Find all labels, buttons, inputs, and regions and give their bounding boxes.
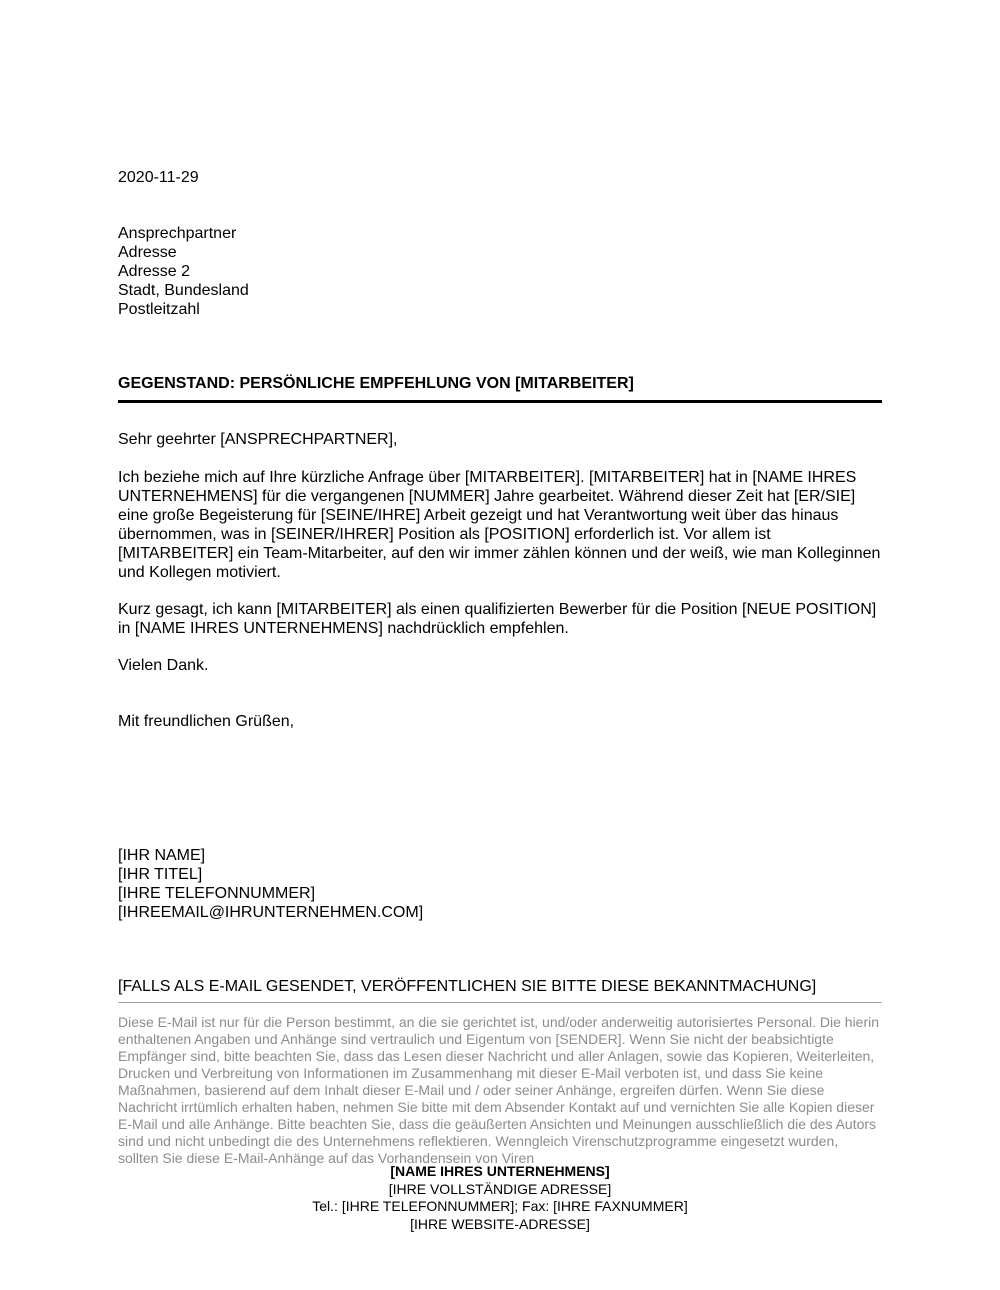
body-paragraph-1: Ich beziehe mich auf Ihre kürzliche Anfrage über [MITARBEITER]. [MITARBEITER] hat in [NAME IHRES UNTERNEHMENS] für die vergangenen [NUMMER] Jahre gearbeitet. Während dieser Zeit hat [ER/SIE] eine große Begeisterung für [SEINE/IHRE] Arbeit gezeigt und hat Verantwortung weit über das hinaus übernommen, was in [SEINER/IHRER] Position als [POSITION] erforderlich ist. Vor allem ist [MITARBEITER] ein Team-Mitarbeiter, auf den wir immer zählen können und der weiß, wie man Kolleginnen und Kollegen motiviert. (118, 469, 881, 581)
recipient-city-state: Stadt, Bundesland (118, 282, 249, 299)
email-disclaimer: Diese E-Mail ist nur für die Person bestimmt, an die sie gerichtet ist, und/oder anderweitig autorisiertes Personal. Die hierin enthaltenen Angaben und Anhänge sind vertraulich und Eigentum von [SENDER]. Wenn Sie nicht der beabsichtigte Empfänger sind, bitte beachten Sie, dass das Lesen dieser Nachricht und aller Anlagen, sowie das Kopieren, Weiterleiten, Drucken und Verbreitung von Informationen im Zusammenhang mit dieser E-Mail verboten ist, und dass Sie keine Maßnahmen, basierend auf dem Inhalt dieser E-Mail und / oder seiner Anhänge, ergreifen dürfen. Wenn Sie diese Nachricht irrtümlich erhalten haben, nehmen Sie bitte mit dem Absender Kontakt auf und vernichten Sie alle Kopien dieser E-Mail und alle Anhänge. Bitte beachten Sie, dass die geäußerten Ansichten und Meinungen ausschließlich die des Autors sind und nicht unbedingt die des Unternehmens reflektieren. Wenngleich Virenschutzprogramme eingesetzt wurden, sollten Sie diese E-Mail-Anhänge auf das Vorhandensein von Viren (118, 1014, 880, 1166)
signature-name: [IHR NAME] (118, 847, 206, 864)
recipient-address-line-2: Adresse 2 (118, 263, 191, 280)
recipient-contact: Ansprechpartner (118, 225, 237, 242)
company-address: [IHRE VOLLSTÄNDIGE ADRESSE] (388, 1180, 612, 1197)
subject-line: GEGENSTAND: PERSÖNLICHE EMPFEHLUNG VON [MITARBEITER] (118, 375, 634, 392)
company-footer (118, 1163, 882, 1233)
letter-date: 2020-11-29 (118, 169, 199, 186)
salutation: Sehr geehrter [ANSPRECHPARTNER], (118, 431, 398, 448)
letter-body (118, 430, 884, 693)
company-name: [NAME IHRES UNTERNEHMENS] (390, 1163, 610, 1179)
email-notice-heading: [FALLS ALS E-MAIL GESENDET, VERÖFFENTLICHEN SIE BITTE DIESE BEKANNTMACHUNG] (118, 978, 817, 995)
email-notice-divider (118, 1002, 882, 1003)
signature-email: [IHREEMAIL@IHRUNTERNEHMEN.COM] (118, 904, 424, 921)
recipient-address-line-1: Adresse (118, 244, 177, 261)
company-website: [IHRE WEBSITE-ADRESSE] (410, 1215, 590, 1232)
signature-phone: [IHRE TELEFONNUMMER] (118, 885, 316, 902)
subject-divider (118, 400, 882, 403)
company-phone-fax: Tel.: [IHRE TELEFONNUMMER]; Fax: [IHRE FAXNUMMER] (312, 1198, 688, 1214)
body-paragraph-3: Vielen Dank. (118, 657, 209, 674)
signature-block (118, 846, 423, 922)
body-paragraph-2: Kurz gesagt, ich kann [MITARBEITER] als einen qualifizierten Bewerber für die Position [NEUE POSITION] in [NAME IHRES UNTERNEHMENS] nachdrücklich empfehlen. (118, 601, 877, 637)
signature-title: [IHR TITEL] (118, 866, 203, 883)
closing: Mit freundlichen Grüßen, (118, 713, 295, 730)
recipient-postal-code: Postleitzahl (118, 301, 200, 318)
recipient-address-block (118, 224, 249, 319)
